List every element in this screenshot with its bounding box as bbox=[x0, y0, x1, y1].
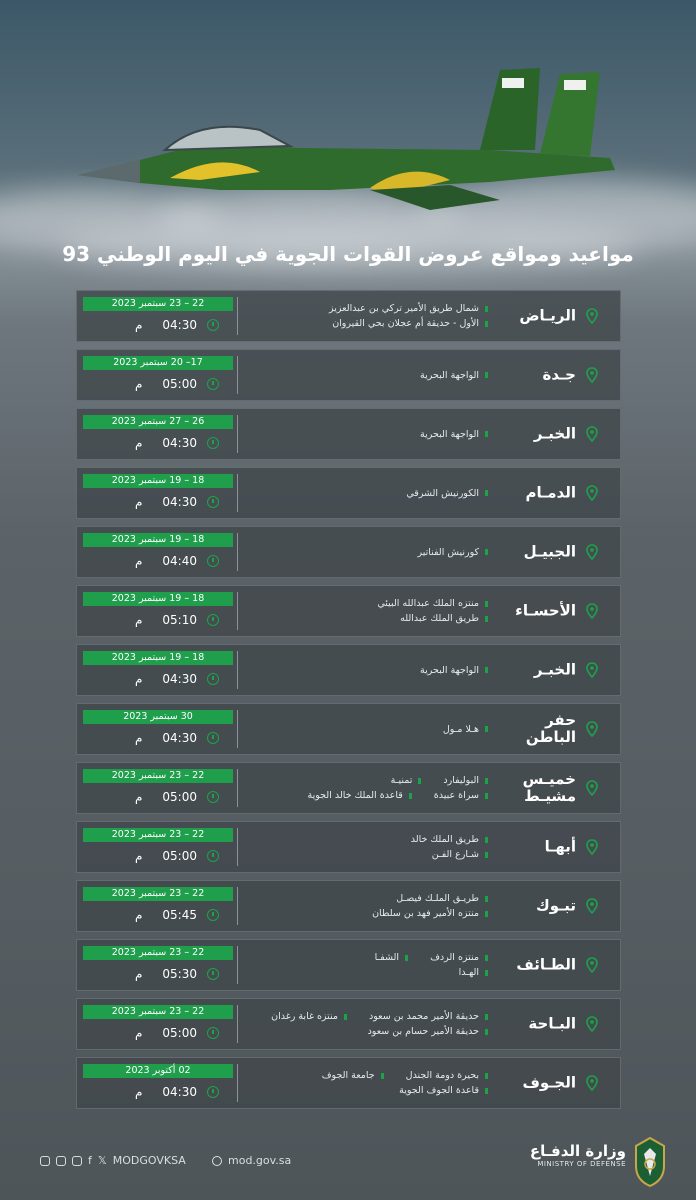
schedule-row bbox=[76, 644, 621, 696]
time-display bbox=[117, 316, 227, 334]
time-value: 05:00 bbox=[162, 1026, 197, 1040]
location-item: الشفـا bbox=[375, 952, 409, 963]
date-badge: 18 – 19 سبتمبر 2023 bbox=[83, 533, 233, 547]
location-item: شـارع الفـن bbox=[432, 849, 488, 860]
location-line bbox=[247, 429, 488, 440]
time-period: م bbox=[134, 554, 143, 568]
clock-icon bbox=[207, 1086, 219, 1098]
location-pin-icon bbox=[584, 1016, 600, 1032]
time-period: م bbox=[134, 495, 143, 509]
time-display bbox=[117, 729, 227, 747]
date-badge: 26 – 27 سبتمبر 2023 bbox=[83, 415, 233, 429]
column-divider bbox=[237, 651, 238, 689]
location-item: حديقة الأمير حسام بن سعود bbox=[368, 1026, 488, 1037]
ministry-name-arabic: وزارة الدفـاع bbox=[529, 1142, 626, 1160]
time-value: 04:30 bbox=[162, 495, 197, 509]
schedule-row bbox=[76, 290, 621, 342]
date-badge: 18 – 19 سبتمبر 2023 bbox=[83, 474, 233, 488]
date-badge: 22 – 23 سبتمبر 2023 bbox=[83, 769, 233, 783]
column-divider bbox=[237, 592, 238, 630]
location-line bbox=[247, 665, 488, 676]
location-item: الواجهة البحرية bbox=[420, 665, 488, 676]
clock-icon bbox=[207, 673, 219, 685]
location-line bbox=[247, 952, 488, 963]
city-name: الخبـر bbox=[533, 424, 576, 443]
city-name: الخبـر bbox=[533, 660, 576, 679]
time-value: 05:45 bbox=[162, 908, 197, 922]
location-item: هـلا مـول bbox=[443, 724, 488, 735]
date-badge: 17– 20 سبتمبر 2023 bbox=[83, 356, 233, 370]
column-divider bbox=[237, 887, 238, 925]
ministry-emblem-icon bbox=[630, 1136, 670, 1188]
column-divider bbox=[237, 946, 238, 984]
facebook-icon[interactable]: f bbox=[88, 1154, 92, 1167]
location-line bbox=[247, 598, 488, 609]
location-line bbox=[247, 724, 488, 735]
location-item: البوليفارد bbox=[443, 775, 488, 786]
location-line bbox=[247, 547, 488, 558]
youtube-icon[interactable] bbox=[72, 1156, 82, 1166]
city-name: الأحسـاء bbox=[515, 601, 576, 620]
location-list bbox=[247, 586, 488, 636]
location-item: بحيرة دومة الجندل bbox=[406, 1070, 488, 1081]
column-divider bbox=[237, 474, 238, 512]
date-badge: 22 – 23 سبتمبر 2023 bbox=[83, 946, 233, 960]
schedule-row bbox=[76, 821, 621, 873]
location-line bbox=[247, 775, 488, 786]
city-name: الريـاض bbox=[519, 306, 576, 325]
time-value: 05:30 bbox=[162, 967, 197, 981]
snapchat-icon[interactable] bbox=[40, 1156, 50, 1166]
clock-icon bbox=[207, 909, 219, 921]
location-pin-icon bbox=[584, 662, 600, 678]
social-links bbox=[40, 1154, 186, 1167]
website-text: mod.gov.sa bbox=[228, 1154, 292, 1167]
location-line bbox=[247, 834, 488, 845]
location-list bbox=[247, 468, 488, 518]
column-divider bbox=[237, 356, 238, 394]
location-line bbox=[247, 1070, 488, 1081]
location-pin-icon bbox=[584, 957, 600, 973]
instagram-icon[interactable] bbox=[56, 1156, 66, 1166]
location-list bbox=[247, 881, 488, 931]
clock-icon bbox=[207, 968, 219, 980]
x-icon[interactable]: 𝕏 bbox=[97, 1154, 107, 1167]
location-line bbox=[247, 488, 488, 499]
city-name: الجبيـل bbox=[523, 542, 576, 561]
time-value: 04:30 bbox=[162, 318, 197, 332]
schedule-row bbox=[76, 408, 621, 460]
clock-icon bbox=[207, 791, 219, 803]
clock-icon bbox=[207, 850, 219, 862]
page-title: مواعيد ومواقع عروض القوات الجوية في اليوم الوطني 93 bbox=[62, 242, 634, 266]
city-name: الجـوف bbox=[522, 1073, 576, 1092]
location-item: حديقة الأمير محمد بن سعود bbox=[369, 1011, 488, 1022]
clock-icon bbox=[207, 555, 219, 567]
location-line bbox=[247, 893, 488, 904]
location-item: جامعة الجوف bbox=[322, 1070, 384, 1081]
time-display bbox=[117, 670, 227, 688]
location-item: تمنيـة bbox=[391, 775, 422, 786]
time-display bbox=[117, 1024, 227, 1042]
location-pin-icon bbox=[584, 308, 600, 324]
fighter-jet-illustration bbox=[70, 50, 630, 220]
time-value: 05:00 bbox=[162, 790, 197, 804]
location-pin-icon bbox=[584, 485, 600, 501]
city-name: الدمـام bbox=[525, 483, 576, 502]
location-pin-icon bbox=[584, 1075, 600, 1091]
time-period: م bbox=[134, 1026, 143, 1040]
city-name: تبـوك bbox=[535, 896, 576, 915]
time-period: م bbox=[134, 613, 143, 627]
schedule-row bbox=[76, 585, 621, 637]
location-list bbox=[247, 645, 488, 695]
location-line bbox=[247, 303, 488, 314]
clock-icon bbox=[207, 496, 219, 508]
time-value: 05:00 bbox=[162, 849, 197, 863]
location-line bbox=[247, 790, 488, 801]
location-item: شمال طريق الأمير تركي بن عبدالعزيز bbox=[329, 303, 488, 314]
location-pin-icon bbox=[584, 603, 600, 619]
location-item: طريق الملك خالد bbox=[411, 834, 488, 845]
time-display bbox=[117, 788, 227, 806]
location-pin-icon bbox=[584, 780, 600, 796]
time-display bbox=[117, 552, 227, 570]
city-name: أبهـا bbox=[544, 837, 576, 856]
location-item: منتزه الردف bbox=[430, 952, 488, 963]
location-line bbox=[247, 370, 488, 381]
location-pin-icon bbox=[584, 367, 600, 383]
time-display bbox=[117, 375, 227, 393]
location-list bbox=[247, 940, 488, 990]
date-badge: 18 – 19 سبتمبر 2023 bbox=[83, 651, 233, 665]
clock-icon bbox=[207, 614, 219, 626]
date-badge: 30 سبتمبر 2023 bbox=[83, 710, 233, 724]
time-display bbox=[117, 1083, 227, 1101]
location-item: قاعدة الملك خالد الجوية bbox=[308, 790, 412, 801]
time-period: م bbox=[134, 377, 143, 391]
city-name: خميـس مشيـط bbox=[522, 770, 576, 805]
schedule-row bbox=[76, 1057, 621, 1109]
location-line bbox=[247, 318, 488, 329]
location-item: كورنيش الفناتير bbox=[417, 547, 488, 558]
time-period: م bbox=[134, 436, 143, 450]
time-value: 04:30 bbox=[162, 436, 197, 450]
location-list bbox=[247, 527, 488, 577]
location-item: طريـق الملـك فيصـل bbox=[396, 893, 488, 904]
city-name: الطـائف bbox=[516, 955, 576, 974]
location-item: منتزه غابة رغدان bbox=[271, 1011, 347, 1022]
location-line bbox=[247, 1026, 488, 1037]
time-display bbox=[117, 611, 227, 629]
schedule-list bbox=[76, 290, 621, 1116]
time-display bbox=[117, 965, 227, 983]
location-item: طريق الملك عبدالله bbox=[400, 613, 488, 624]
city-name: حفر الباطن bbox=[525, 711, 576, 746]
time-display bbox=[117, 493, 227, 511]
time-value: 04:30 bbox=[162, 731, 197, 745]
date-badge: 22 – 23 سبتمبر 2023 bbox=[83, 1005, 233, 1019]
column-divider bbox=[237, 1064, 238, 1102]
schedule-row bbox=[76, 998, 621, 1050]
column-divider bbox=[237, 710, 238, 748]
schedule-row bbox=[76, 939, 621, 991]
location-item: منتزه الملك عبدالله البيئي bbox=[377, 598, 488, 609]
column-divider bbox=[237, 415, 238, 453]
location-list bbox=[247, 822, 488, 872]
location-item: منتزه الأمير فهد بن سلطان bbox=[372, 908, 488, 919]
time-period: م bbox=[134, 731, 143, 745]
location-item: الواجهة البحرية bbox=[420, 370, 488, 381]
location-item: قاعدة الجوف الجوية bbox=[399, 1085, 488, 1096]
social-handle: MODGOVKSA bbox=[112, 1154, 186, 1167]
date-badge: 22 – 23 سبتمبر 2023 bbox=[83, 297, 233, 311]
location-list bbox=[247, 704, 488, 754]
city-name: البـاحة bbox=[528, 1014, 576, 1033]
footer bbox=[0, 1132, 696, 1200]
time-period: م bbox=[134, 672, 143, 686]
time-display bbox=[117, 434, 227, 452]
time-value: 04:30 bbox=[162, 672, 197, 686]
time-display bbox=[117, 847, 227, 865]
location-pin-icon bbox=[584, 426, 600, 442]
clock-icon bbox=[207, 319, 219, 331]
location-pin-icon bbox=[584, 721, 600, 737]
schedule-row bbox=[76, 703, 621, 755]
schedule-row bbox=[76, 467, 621, 519]
location-line bbox=[247, 1011, 488, 1022]
clock-icon bbox=[207, 732, 219, 744]
location-pin-icon bbox=[584, 898, 600, 914]
time-value: 05:10 bbox=[162, 613, 197, 627]
ministry-logo-text bbox=[530, 1142, 626, 1168]
clock-icon bbox=[207, 1027, 219, 1039]
schedule-row bbox=[76, 880, 621, 932]
schedule-row bbox=[76, 762, 621, 814]
location-item: سراة عبيدة bbox=[434, 790, 488, 801]
time-period: م bbox=[134, 318, 143, 332]
location-item: الهـدا bbox=[459, 967, 488, 978]
location-pin-icon bbox=[584, 544, 600, 560]
time-period: م bbox=[134, 790, 143, 804]
location-line bbox=[247, 908, 488, 919]
location-list bbox=[247, 350, 488, 400]
time-value: 04:30 bbox=[162, 1085, 197, 1099]
column-divider bbox=[237, 769, 238, 807]
location-list bbox=[247, 409, 488, 459]
column-divider bbox=[237, 533, 238, 571]
location-list bbox=[247, 999, 488, 1049]
column-divider bbox=[237, 297, 238, 335]
time-period: م bbox=[134, 1085, 143, 1099]
location-item: الكورنيش الشرقي bbox=[406, 488, 488, 499]
date-badge: 22 – 23 سبتمبر 2023 bbox=[83, 828, 233, 842]
column-divider bbox=[237, 828, 238, 866]
ministry-name-english: MINISTRY OF DEFENSE bbox=[537, 1160, 626, 1168]
location-line bbox=[247, 613, 488, 624]
time-period: م bbox=[134, 849, 143, 863]
date-badge: 22 – 23 سبتمبر 2023 bbox=[83, 887, 233, 901]
location-list bbox=[247, 1058, 488, 1108]
location-pin-icon bbox=[584, 839, 600, 855]
date-badge: 18 – 19 سبتمبر 2023 bbox=[83, 592, 233, 606]
time-display bbox=[117, 906, 227, 924]
location-list bbox=[247, 291, 488, 341]
clock-icon bbox=[207, 378, 219, 390]
time-value: 05:00 bbox=[162, 377, 197, 391]
time-value: 04:40 bbox=[162, 554, 197, 568]
location-list bbox=[247, 763, 488, 813]
column-divider bbox=[237, 1005, 238, 1043]
time-period: م bbox=[134, 967, 143, 981]
date-badge: 02 أكتوبر 2023 bbox=[83, 1064, 233, 1078]
time-period: م bbox=[134, 908, 143, 922]
globe-icon bbox=[212, 1156, 222, 1166]
website-link[interactable] bbox=[212, 1154, 291, 1167]
schedule-row bbox=[76, 349, 621, 401]
location-item: الأول - حديقة أم عجلان بحي القيروان bbox=[332, 318, 488, 329]
clock-icon bbox=[207, 437, 219, 449]
city-name: جـدة bbox=[542, 365, 576, 384]
schedule-row bbox=[76, 526, 621, 578]
location-item: الواجهة البحرية bbox=[420, 429, 488, 440]
location-line bbox=[247, 1085, 488, 1096]
location-line bbox=[247, 967, 488, 978]
location-line bbox=[247, 849, 488, 860]
